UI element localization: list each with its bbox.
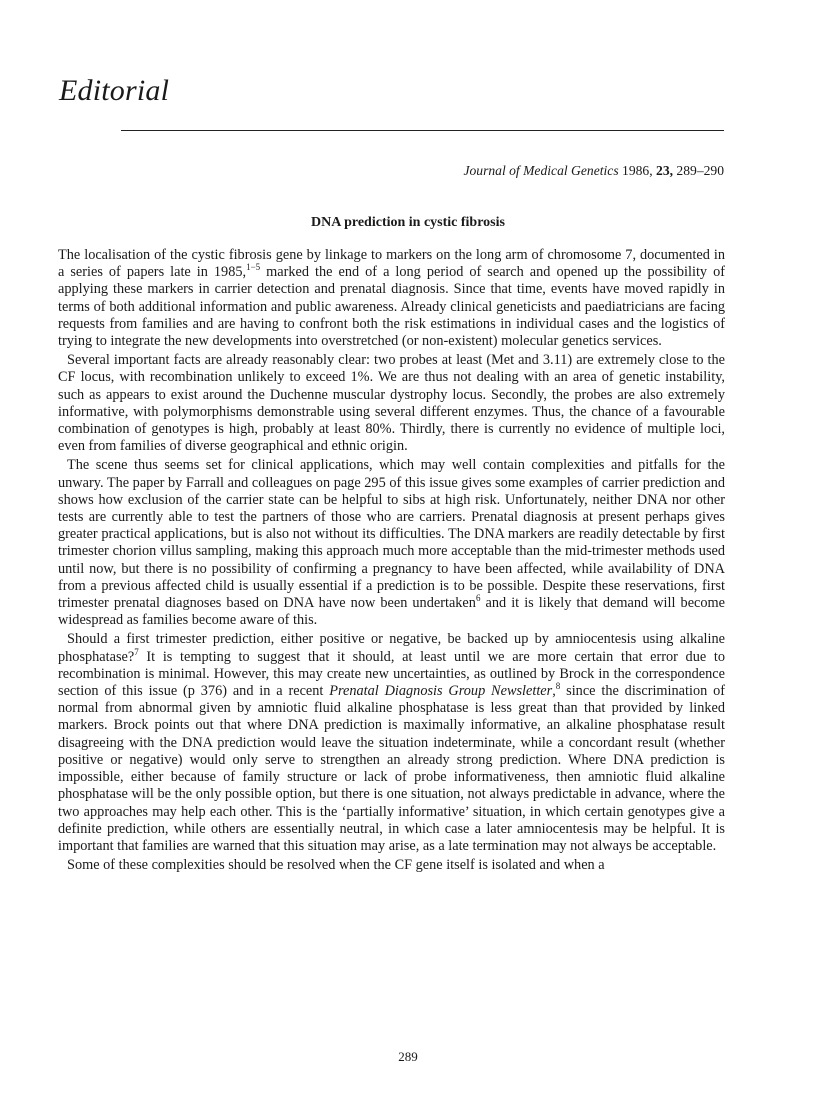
paragraph-4-text-b: It is tempting to suggest that it should, at least until we are more certain that error due to recombination is minimal. However, this may create new uncertainties, as outlined by Brock in the correspondence section of this issue (p 376) and in a recent	[58, 648, 725, 700]
paragraph-1	[58, 247, 725, 350]
journal-pages: 289–290	[676, 163, 724, 178]
journal-year: 1986,	[622, 163, 653, 178]
header-rule	[121, 130, 724, 131]
paragraph-1-text-a: The localisation of the cystic fibrosis gene by linkage to markers on the long arm of chromosome 7, documented in a series of papers late in 1985,	[58, 247, 725, 281]
paragraph-2: Several important facts are already reasonably clear: two probes at least (Met and 3.11) are extremely close to the CF locus, with recombination unlikely to exceed 1%. We are thus not dealing with an area of genetic instability, such as appears to exist around the Duchenne muscular dystrophy locus. Secondly, the probes are also extremely informative, with polymorphisms demonstrable using several different enzymes. Thus, the chance of a favourable combination of genotypes is high, probably at least 80%. Thirdly, there is currently no evidence of multiple loci, even from families of diverse geographical and ethnic origin.	[58, 352, 725, 455]
paragraph-5: Some of these complexities should be resolved when the CF gene itself is isolated and when a	[67, 857, 605, 874]
article-title: DNA prediction in cystic fibrosis	[311, 215, 505, 230]
article-body	[58, 247, 725, 874]
paragraph-1-text-b: marked the end of a long period of search and opened up the possibility of applying these markers in carrier detection and prenatal diagnosis. Since that time, events have moved rapidly in terms of both additional information and public awareness. Already clinical geneticists and paediatricians are facing requests from families and are having to confront both the risk estimations in individual cases and the logistics of trying to integrate the new developments into overstretched (or non-existent) molecular genetics services.	[58, 264, 725, 350]
paragraph-4-text-c: ,	[552, 683, 556, 700]
reference-8: 8	[555, 681, 561, 692]
paragraph-4-text-d: since the discrimination of normal from abnormal given by amniotic fluid alkaline phosphatase is less great than that provided by linked markers. Brock points out that where DNA prediction is maximally informative, an alkaline phosphatase result disagreeing with the DNA prediction would leave the situation indeterminate, while a concordant result (whether positive or negative) would only serve to strengthen an already strong prediction. Where DNA prediction is impossible, either because of family structure or lack of probe informativeness, then amniotic fluid alkaline phosphatase will be the only possible option, but there is one situation, not always predictable in advance, where the two approaches may help each other. This is the ‘partially informative’ situation, in which certain genotypes give a definite prediction, while others are essentially neutral, in which case a later amniocentesis may be helpful. It is important that families are warned that this situation may arise, as a late termination may not always be acceptable.	[58, 683, 726, 854]
paragraph-3	[58, 457, 725, 629]
journal-citation	[463, 163, 724, 179]
reference-7: 7	[134, 646, 139, 657]
section-title: Editorial	[59, 74, 170, 107]
reference-1-5: 1−5	[246, 262, 261, 273]
newsletter-title: Prenatal Diagnosis Group Newsletter	[329, 683, 553, 700]
page-number: 289	[398, 1049, 418, 1064]
paragraph-3-text-b: and it is likely that demand will become widespread as families become aware of this.	[58, 595, 725, 629]
reference-6: 6	[475, 593, 481, 604]
journal-name: Journal of Medical Genetics	[463, 163, 619, 178]
paragraph-4-text-a: Should a first trimester prediction, either positive or negative, be backed up by amniocentesis using alkaline phosphatase?	[58, 631, 725, 665]
journal-volume: 23,	[656, 163, 674, 178]
paragraph-4	[58, 631, 725, 855]
paragraph-3-text-a: The scene thus seems set for clinical applications, which may well contain complexities and pitfalls for the unwary. The paper by Farrall and colleagues on page 295 of this issue gives some examples of carrier prediction and shows how exclusion of the carrier state can be helpful to sibs at high risk. Unfortunately, neither DNA nor other tests are currently able to test the partners of those who are carriers. Prenatal diagnosis at present perhaps gives greater practical applications, but is also not without its difficulties. The DNA markers are readily detectable by first trimester chorion villus sampling, making this approach much more acceptable than the mid-trimester methods used until now, but there is no possibility of confirming a pregnancy to have been affected, while availability of DNA from a previous affected child is usually essential if a prediction is to be possible. Despite these reservations, first trimester prenatal diagnoses based on DNA have now been undertaken	[58, 457, 725, 612]
